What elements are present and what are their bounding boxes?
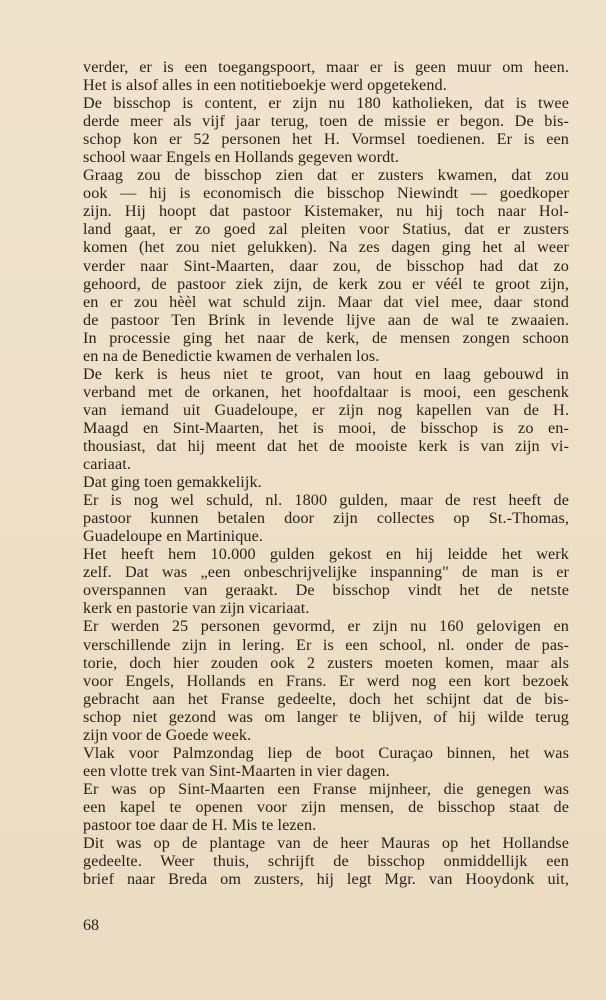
text-line: brief naar Breda om zusters, hij legt Mgr. van Hooydonk uit,	[83, 870, 569, 889]
text-line: Er is nog wel schuld, nl. 1800 gulden, maar de rest heeft de	[83, 491, 569, 510]
text-line: Graag zou de bisschop zien dat er zusters kwamen, dat zou	[83, 166, 569, 185]
text-line: pastoor toe daar de H. Mis te lezen.	[83, 815, 317, 834]
text-line: zijn voor de Goede week.	[83, 725, 252, 744]
text-line: komen (het zou niet gelukken). Na zes dagen ging het al weer	[83, 238, 569, 257]
text-line: cariaat.	[83, 455, 131, 474]
text-line: zelf. Dat was „een onbeschrijvelijke inspanning" de man is er	[83, 563, 569, 582]
text-line: De bisschop is content, er zijn nu 180 katholieken, dat is twee	[83, 94, 569, 113]
text-line: In processie ging het naar de kerk, de mensen zongen schoon	[83, 328, 569, 347]
text-line: torie, doch hier zouden ook 2 zusters moeten komen, maar als	[83, 653, 569, 672]
text-line: verder naar Sint-Maarten, daar zou, de bisschop had dat zo	[83, 256, 569, 275]
text-line: land gaat, er zo goed zal pleiten voor Statius, dat er zusters	[83, 220, 569, 239]
text-line: Er was op Sint-Maarten een Franse mijnheer, die genegen was	[83, 779, 569, 798]
text-line: De kerk is heus niet te groot, van hout en laag gebouwd in	[83, 364, 569, 383]
text-line: pastoor kunnen betalen door zijn collectes op St.-Thomas,	[83, 509, 569, 528]
text-line: Guadeloupe en Martinique.	[83, 527, 264, 546]
text-line: Dat ging toen gemakkelijk.	[83, 473, 262, 492]
text-line: thousiast, dat hij meent dat het de mooiste kerk is van zijn vi-	[83, 436, 569, 455]
text-line: Het is alsof alles in een notitieboekje werd opgetekend.	[83, 76, 447, 95]
text-line: van iemand uit Guadeloupe, er zijn nog kapellen van de H.	[83, 400, 569, 419]
text-line: kerk en pastorie van zijn vicariaat.	[83, 599, 310, 618]
text-line: schop niet gezond was om langer te blijven, of hij wilde terug	[83, 707, 569, 726]
text-line: derde meer als vijf jaar terug, toen de missie er begon. De bis-	[83, 112, 569, 131]
text-line: gedeelte. Weer thuis, schrijft de bisschop onmiddellijk een	[83, 852, 569, 871]
text-line: schop kon er 52 personen het H. Vormsel toedienen. Er is een	[83, 130, 569, 149]
text-line: gehoord, de pastoor ziek zijn, de kerk zou er véél te groot zijn,	[83, 274, 569, 293]
text-line: Er werden 25 personen gevormd, er zijn nu 160 gelovigen en	[83, 617, 569, 636]
text-line: verder, er is een toegangspoort, maar er is geen muur om heen.	[83, 58, 569, 76]
text-line: voor Engels, Hollands en Frans. Er werd nog een kort bezoek	[83, 671, 569, 690]
text-line: Het heeft hem 10.000 gulden gekost en hij leidde het werk	[83, 545, 569, 564]
body-text	[83, 58, 569, 888]
text-line: en na de Benedictie kwamen de verhalen los.	[83, 346, 380, 365]
text-line: ook — hij is economisch die bisschop Niewindt — goedkoper	[83, 184, 569, 203]
text-line: en er zou hèèl wat schuld zijn. Maar dat viel mee, daar stond	[83, 292, 569, 311]
text-line: zijn. Hij hoopt dat pastoor Kistemaker, nu hij toch naar Hol-	[83, 202, 569, 221]
text-line: school waar Engels en Hollands gegeven wordt.	[83, 148, 400, 167]
text-line: de pastoor Ten Brink in levende lijve aan de wal te zwaaien.	[83, 310, 569, 329]
text-line: een kapel te openen voor zijn mensen, de bisschop staat de	[83, 797, 569, 816]
text-line: overspannen van geraakt. De bisschop vindt het de netste	[83, 581, 569, 600]
text-line: Vlak voor Palmzondag liep de boot Curaçao binnen, het was	[83, 743, 569, 762]
text-line: Dit was op de plantage van de heer Mauras op het Hollandse	[83, 834, 569, 853]
text-line: gebracht aan het Franse gedeelte, doch het schijnt dat de bis-	[83, 689, 569, 708]
text-line: verband met de orkanen, het hoofdaltaar is mooi, een geschenk	[83, 382, 569, 401]
text-line: verschillende zijn in lering. Er is een school, nl. onder de pas-	[83, 635, 569, 654]
page-number: 68	[83, 917, 99, 934]
text-line: Maagd en Sint-Maarten, het is mooi, de bisschop is zo en-	[83, 418, 569, 437]
text-line: een vlotte trek van Sint-Maarten in vier dagen.	[83, 761, 390, 780]
